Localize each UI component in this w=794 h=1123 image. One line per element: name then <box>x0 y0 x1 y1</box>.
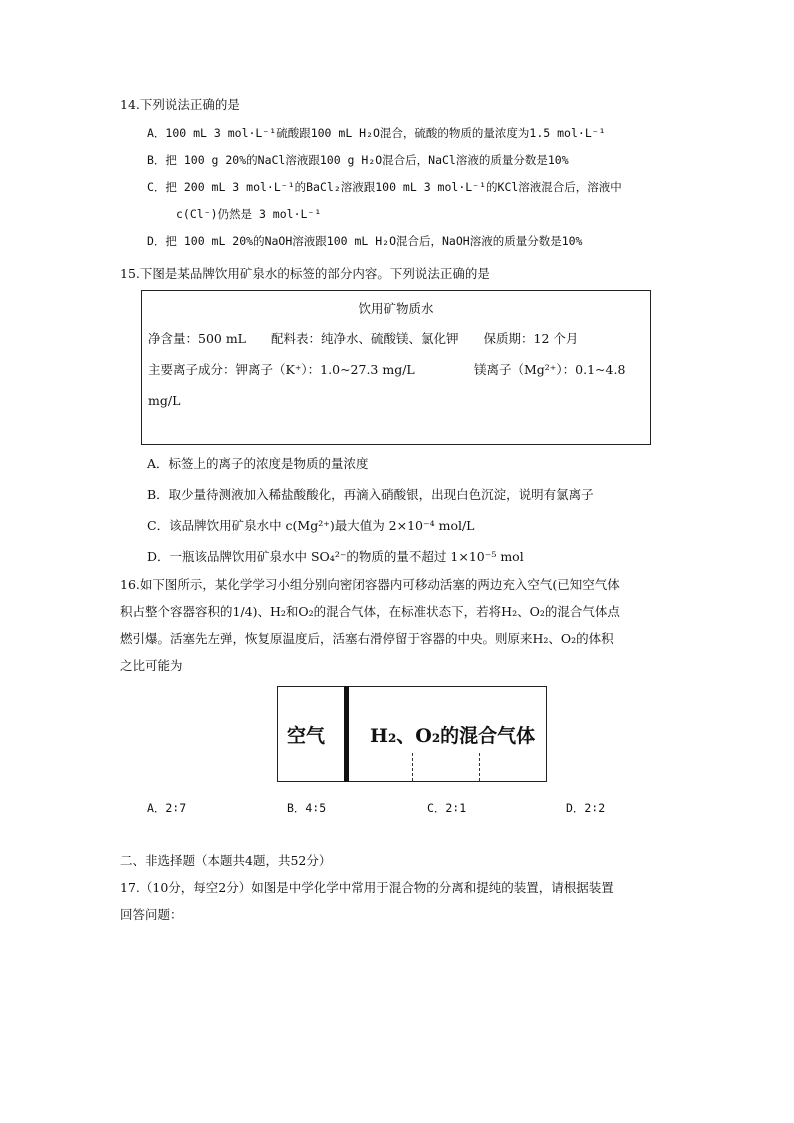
q15-option-b: B．取少量待测液加入稀盐酸酸化，再滴入硝酸银，出现白色沉淀，说明有氯离子 <box>147 487 594 502</box>
q17-stem-line2: 回答问题： <box>120 907 183 922</box>
q14-option-b: B．把 100 g 20%的NaCl溶液跟100 g H₂O混合后，NaCl溶液的质量分数是10% <box>147 153 569 167</box>
air-label: 空气 <box>287 725 326 747</box>
q14-option-c-line1: C．把 200 mL 3 mol·L⁻¹的BaCl₂溶液跟100 mL 3 mol·L⁻¹的KCl溶液混合后，溶液中 <box>147 180 622 194</box>
label-title: 饮用矿物质水 <box>358 301 434 316</box>
container-diagram <box>277 686 547 782</box>
q14-stem: 14.下列说法正确的是 <box>120 97 240 112</box>
label-ions-magnesium: 镁离子（Mg²⁺）：0.1~4.8 <box>474 362 626 377</box>
mineral-water-label <box>141 290 651 445</box>
q15-option-a: A．标签上的离子的浓度是物质的量浓度 <box>147 456 369 471</box>
section-title: 二、非选择题（本题共4题，共52分） <box>120 853 332 868</box>
q15-option-c: C．该品牌饮用矿泉水中 c(Mg²⁺)最大值为 2×10⁻⁴ mol/L <box>147 518 475 533</box>
q17-stem-line1: 17.（10分，每空2分）如图是中学化学中常用于混合物的分离和提纯的装置，请根据装置 <box>120 880 614 895</box>
q15-option-d: D．一瓶该品牌饮用矿泉水中 SO₄²⁻的物质的量不超过 1×10⁻⁵ mol <box>147 549 524 564</box>
gas-mixture-label: H₂、O₂的混合气体 <box>370 725 536 747</box>
q14-option-c-line2: c(Cl⁻)仍然是 3 mol·L⁻¹ <box>176 207 322 221</box>
piston <box>344 686 349 782</box>
q16-stem-line2: 积占整个容器容积的1/4)、H₂和O₂的混合气体，在标准状态下，若将H₂、O₂的混合气体点 <box>120 604 620 619</box>
label-unit-line: mg/L <box>148 393 181 408</box>
q16-stem-line3: 燃引爆。活塞先左弹，恢复原温度后，活塞右滑停留于容器的中央。则原来H₂、O₂的体积 <box>120 631 614 646</box>
q14-option-a: A．100 mL 3 mol·L⁻¹硫酸跟100 mL H₂O混合，硫酸的物质的量浓度为1.5 mol·L⁻¹ <box>147 126 606 140</box>
q16-stem-line4: 之比可能为 <box>120 658 183 673</box>
q16-option-a: A．2∶7 <box>147 801 187 815</box>
q16-option-b: B．4∶5 <box>287 801 327 815</box>
q16-option-d: D．2∶2 <box>566 801 606 815</box>
dashed-marker-2 <box>479 753 480 781</box>
q16-stem-line1: 16.如下图所示，某化学学习小组分别向密闭容器内可移动活塞的两边充入空气(已知空气体 <box>120 577 620 592</box>
q14-option-d: D．把 100 mL 20%的NaOH溶液跟100 mL H₂O混合后，NaOH溶液的质量分数是10% <box>147 234 583 248</box>
q15-stem: 15.下图是某品牌饮用矿泉水的标签的部分内容。下列说法正确的是 <box>120 266 490 281</box>
label-content-line: 净含量：500 mL 配料表：纯净水、硫酸镁、氯化钾 保质期：12 个月 <box>148 331 579 346</box>
q16-option-c: C．2∶1 <box>427 801 467 815</box>
dashed-marker-1 <box>412 753 413 781</box>
label-ions-potassium: 主要离子成分：钾离子（K⁺）：1.0~27.3 mg/L <box>148 362 415 377</box>
